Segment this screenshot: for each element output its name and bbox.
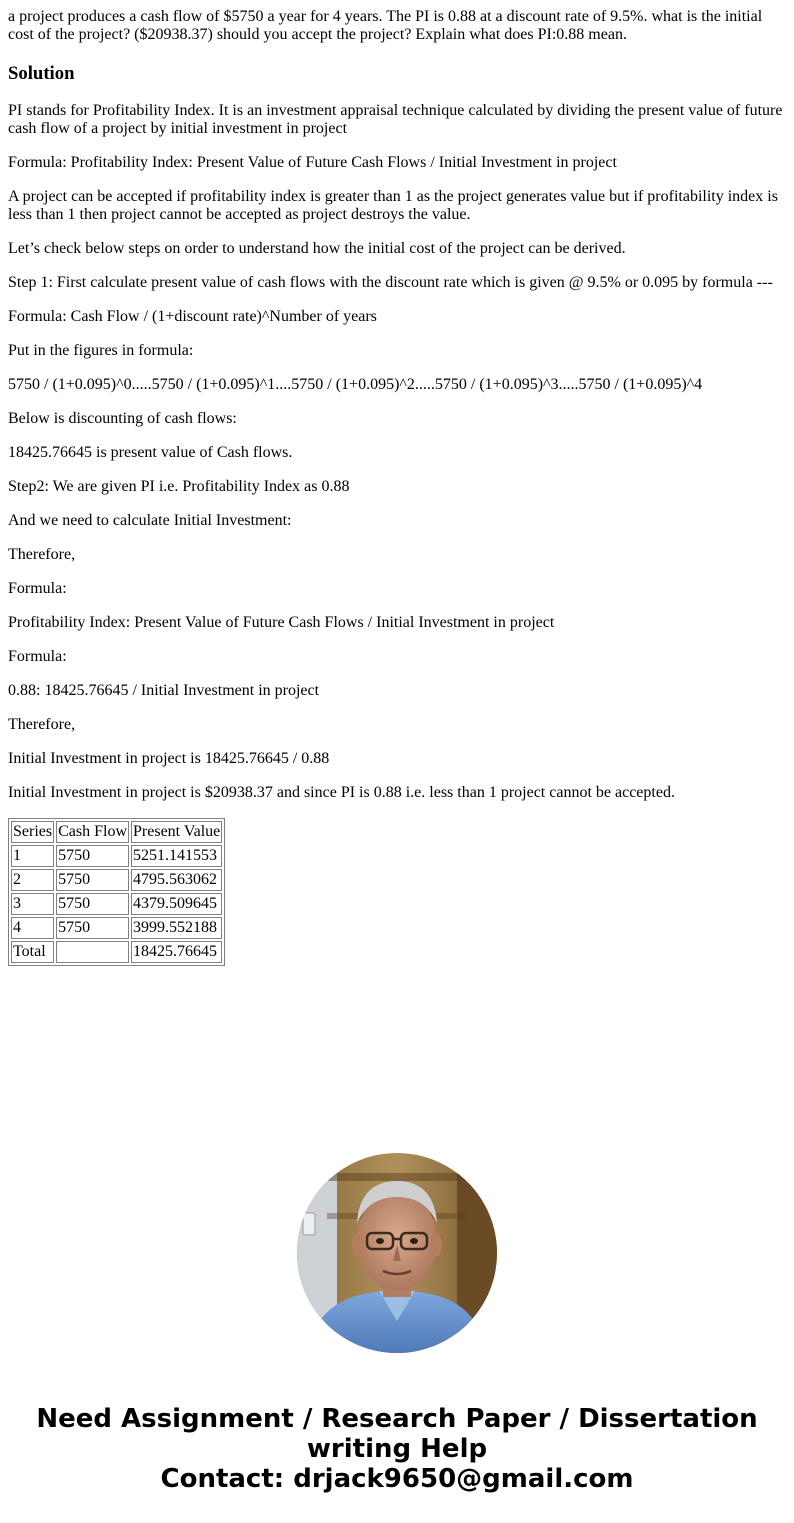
paragraph: 0.88: 18425.76645 / Initial Investment in project [8, 682, 320, 699]
solution-heading: Solution [8, 63, 75, 84]
table-header-cell: Present Value [131, 821, 222, 843]
table-cell: 5750 [56, 845, 129, 867]
paragraph: Let’s check below steps on order to understand how the initial cost of the project can be derived. [8, 240, 626, 257]
table-total-row [11, 941, 222, 963]
table-header-cell: Series [11, 821, 54, 843]
table-cell [56, 941, 129, 963]
paragraph: Therefore, [8, 716, 76, 733]
table-cell: 4795.563062 [131, 869, 222, 891]
paragraph: Put in the figures in formula: [8, 342, 194, 359]
paragraph: And we need to calculate Initial Investment: [8, 512, 292, 529]
footer-help-text: Need Assignment / Research Paper / Dissertation writing Help [36, 1404, 758, 1464]
paragraph: Therefore, [8, 546, 76, 563]
paragraph: Formula: [8, 580, 67, 597]
paragraph: Step2: We are given PI i.e. Profitability Index as 0.88 [8, 478, 350, 495]
table-cell: 4 [11, 917, 54, 939]
paragraph: Formula: [8, 648, 67, 665]
table-cell: 3999.552188 [131, 917, 222, 939]
paragraph: Formula: Cash Flow / (1+discount rate)^Number of years [8, 308, 377, 325]
table-cell: 5251.141553 [131, 845, 222, 867]
table-header-row [11, 821, 222, 843]
table-cell: 4379.509645 [131, 893, 222, 915]
paragraph: Initial Investment in project is 18425.76645 / 0.88 [8, 750, 330, 767]
table-cell: 5750 [56, 917, 129, 939]
table-row [11, 869, 222, 891]
question-text: a project produces a cash flow of $5750 a year for 4 years. The PI is 0.88 at a discount rate of 9.5%. what is the initial cost of the project? ($20938.37) should you accept the project? Explain what does PI:0.88 mean. [8, 8, 763, 43]
table-cell: 5750 [56, 869, 129, 891]
table-header-cell: Cash Flow [56, 821, 129, 843]
paragraph: Profitability Index: Present Value of Future Cash Flows / Initial Investment in project [8, 614, 555, 631]
table-cell: 18425.76645 [131, 941, 222, 963]
present-value-table [8, 818, 225, 966]
paragraph: Below is discounting of cash flows: [8, 410, 237, 427]
paragraph: PI stands for Profitability Index. It is an investment appraisal technique calculated by dividing the present value of future cash flow of a project by initial investment in project [8, 102, 783, 137]
footer-banner [0, 1404, 794, 1494]
paragraph: 5750 / (1+0.095)^0.....5750 / (1+0.095)^1....5750 / (1+0.095)^2.....5750 / (1+0.095)^3.....5750 / (1+0.095)^4 [8, 376, 703, 393]
table-cell: 3 [11, 893, 54, 915]
paragraph: Initial Investment in project is $20938.37 and since PI is 0.88 i.e. less than 1 project cannot be accepted. [8, 784, 675, 801]
author-photo [297, 1153, 497, 1353]
table-cell: Total [11, 941, 54, 963]
table-cell: 1 [11, 845, 54, 867]
table-cell: 5750 [56, 893, 129, 915]
author-avatar [297, 1153, 497, 1353]
paragraph: Formula: Profitability Index: Present Value of Future Cash Flows / Initial Investment in project [8, 154, 617, 171]
table-row [11, 845, 222, 867]
table-row [11, 893, 222, 915]
paragraph: Step 1: First calculate present value of cash flows with the discount rate which is given @ 9.5% or 0.095 by formula --- [8, 274, 773, 291]
paragraph: 18425.76645 is present value of Cash flows. [8, 444, 293, 461]
footer-contact-text: Contact: drjack9650@gmail.com [160, 1464, 634, 1494]
table-cell: 2 [11, 869, 54, 891]
paragraph: A project can be accepted if profitability index is greater than 1 as the project generates value but if profitability index is less than 1 then project cannot be accepted as project destroys the value. [8, 188, 778, 223]
table-row [11, 917, 222, 939]
